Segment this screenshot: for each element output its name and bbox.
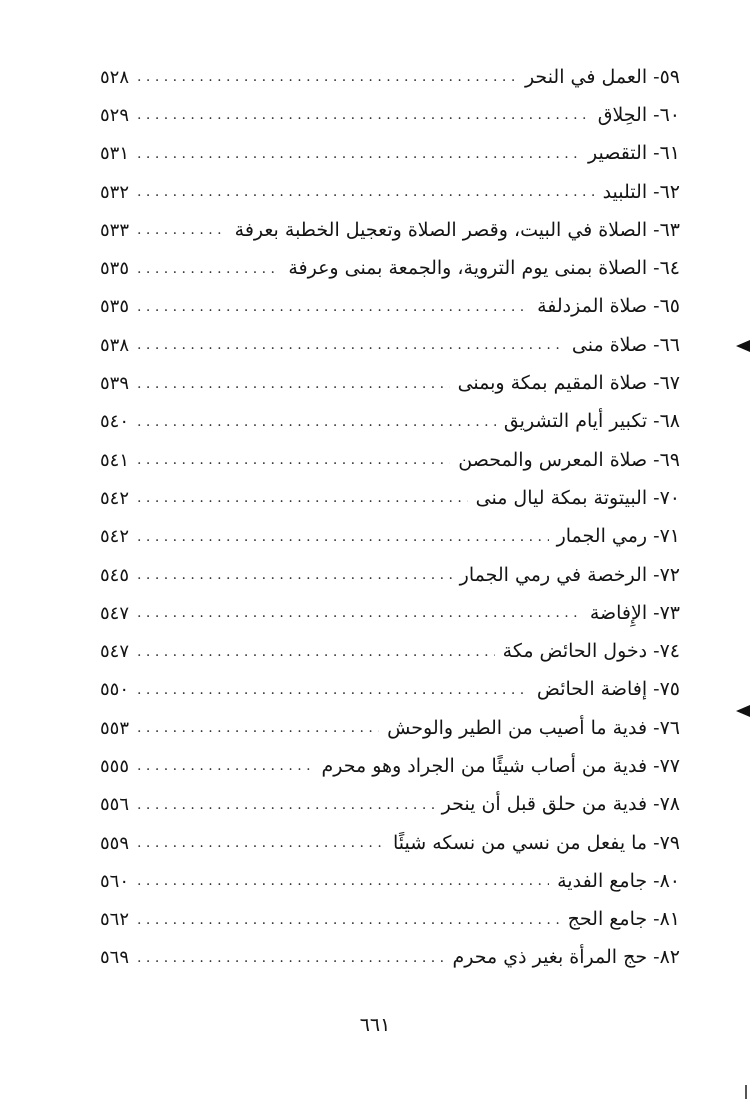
dot-leader [137, 261, 280, 277]
dot-leader [137, 107, 590, 123]
toc-entry [100, 135, 680, 173]
toc-entry-page: ٥٤١ [100, 449, 130, 471]
dot-leader [137, 797, 434, 813]
toc-entry [100, 441, 680, 479]
toc-entry [100, 862, 680, 900]
toc-entry-page: ٥٥٣ [100, 717, 130, 739]
dot-leader [137, 644, 495, 660]
dot-leader [137, 146, 580, 162]
edge-tick [745, 1085, 747, 1099]
toc-entry [100, 594, 680, 632]
toc-entry [100, 173, 680, 211]
toc-entry-title: ٦٦- صلاة منى [571, 333, 680, 356]
toc-entry-title: ٦٣- الصلاة في البيت، وقصر الصلاة وتعجيل الخطبة بعرفة [234, 218, 680, 241]
toc-entry [100, 518, 680, 556]
toc-entry-title: ٧٣- الإِفاضة [589, 601, 680, 624]
toc-entry-page: ٥٤٢ [100, 526, 130, 548]
toc-entry-title: ٧٤- دخول الحائض مكة [502, 640, 680, 663]
dot-leader [137, 337, 564, 353]
toc-entry-title: ٦٥- صلاة المزدلفة [537, 295, 680, 318]
toc-entry-page: ٥٥٥ [100, 755, 130, 777]
toc-entry-title: ٧٧- فدية من أصاب شيئًا من الجراد وهو محرم [321, 754, 680, 777]
dot-leader [137, 414, 496, 430]
toc-entry [100, 58, 680, 96]
dot-leader [137, 567, 452, 583]
toc-entry-title: ٧١- رمي الجمار [556, 525, 680, 548]
toc-entry-title: ٧٨- فدية من حلق قبل أن ينحر [441, 793, 680, 816]
toc-entry-title: ٧٢- الرخصة في رمي الجمار [459, 563, 680, 586]
dot-leader [137, 490, 468, 506]
toc-entry-title: ٦٩- صلاة المعرس والمحصن [458, 448, 680, 471]
dot-leader [137, 720, 379, 736]
dot-leader [137, 758, 313, 774]
toc-entry [100, 901, 680, 939]
toc-entry [100, 939, 680, 977]
toc-entry-title: ٦٢- التلبيد [602, 180, 680, 203]
toc-entry-title: ٦٠- الحِلاق [597, 103, 680, 126]
toc-entry-page: ٥٣٨ [100, 334, 130, 356]
toc-entry-title: ٧٩- ما يفعل من نسي من نسكه شيئًا [393, 831, 680, 854]
toc-entry-title: ٦٧- صلاة المقيم بمكة وبمنى [457, 372, 680, 395]
dot-leader [137, 299, 529, 315]
toc-entry-page: ٥٤٧ [100, 641, 130, 663]
dot-leader [137, 69, 517, 85]
toc-entry [100, 824, 680, 862]
dot-leader [137, 222, 227, 238]
toc-entry [100, 709, 680, 747]
toc-entry-page: ٥٣٥ [100, 258, 130, 280]
toc-entry-page: ٥٣٢ [100, 181, 130, 203]
toc-entry-page: ٥٣٣ [100, 219, 130, 241]
dot-leader [137, 835, 385, 851]
toc-entry-page: ٥٢٩ [100, 104, 130, 126]
toc-entry [100, 326, 680, 364]
toc-entry-title: ٦١- التقصير [588, 142, 680, 165]
toc-entry-page: ٥٤٧ [100, 602, 130, 624]
toc-entry-page: ٥٦٠ [100, 870, 130, 892]
toc-entry-title: ٧٦- فدية ما أصيب من الطير والوحش [387, 716, 680, 739]
toc-entry-title: ٨١- جامع الحج [567, 908, 680, 931]
toc-entry-page: ٥٣٥ [100, 296, 130, 318]
edge-mark-upper [736, 340, 750, 352]
toc-entry-page: ٥٢٨ [100, 66, 130, 88]
toc-entry-page: ٥٥٠ [100, 679, 130, 701]
toc-entry [100, 288, 680, 326]
toc-entry-page: ٥٣١ [100, 143, 130, 165]
toc-entry [100, 632, 680, 670]
dot-leader [137, 873, 549, 889]
toc-entry [100, 211, 680, 249]
toc-entry-title: ٦٨- تكبير أيام التشريق [503, 410, 680, 433]
dot-leader [137, 605, 582, 621]
toc-entry [100, 96, 680, 134]
toc-entry-page: ٥٤٢ [100, 487, 130, 509]
dot-leader [137, 950, 444, 966]
edge-mark-lower [736, 705, 750, 717]
toc-entry-page: ٥٥٦ [100, 794, 130, 816]
dot-leader [137, 912, 560, 928]
dot-leader [137, 529, 549, 545]
dot-leader [137, 184, 595, 200]
toc-entry-page: ٥٤٠ [100, 411, 130, 433]
toc-entry-page: ٥٥٩ [100, 832, 130, 854]
toc-entry [100, 556, 680, 594]
toc-entry [100, 479, 680, 517]
dot-leader [137, 452, 450, 468]
toc-entry [100, 747, 680, 785]
toc-entry-page: ٥٦٢ [100, 909, 130, 931]
toc-entry-page: ٥٤٥ [100, 564, 130, 586]
page-number: ٦٦١ [359, 1014, 391, 1036]
toc-entry-title: ٥٩- العمل في النحر [524, 65, 680, 88]
toc-entry-title: ٨٢- حج المرأة بغير ذي محرم [452, 946, 680, 969]
toc-entry [100, 249, 680, 287]
toc-entry [100, 786, 680, 824]
toc-entry-title: ٧٠- البيتوتة بمكة ليال منى [475, 486, 680, 509]
toc-entry-title: ٨٠- جامع الفدية [557, 869, 680, 892]
toc-entry-title: ٧٥- إفاضة الحائض [536, 678, 680, 701]
dot-leader [137, 376, 450, 392]
table-of-contents [100, 58, 680, 977]
toc-entry-page: ٥٣٩ [100, 373, 130, 395]
toc-entry [100, 671, 680, 709]
toc-entry [100, 403, 680, 441]
toc-entry-title: ٦٤- الصلاة بمنى يوم التروية، والجمعة بمنى وعرفة [288, 257, 680, 280]
dot-leader [137, 682, 529, 698]
toc-entry [100, 364, 680, 402]
toc-entry-page: ٥٦٩ [100, 947, 130, 969]
